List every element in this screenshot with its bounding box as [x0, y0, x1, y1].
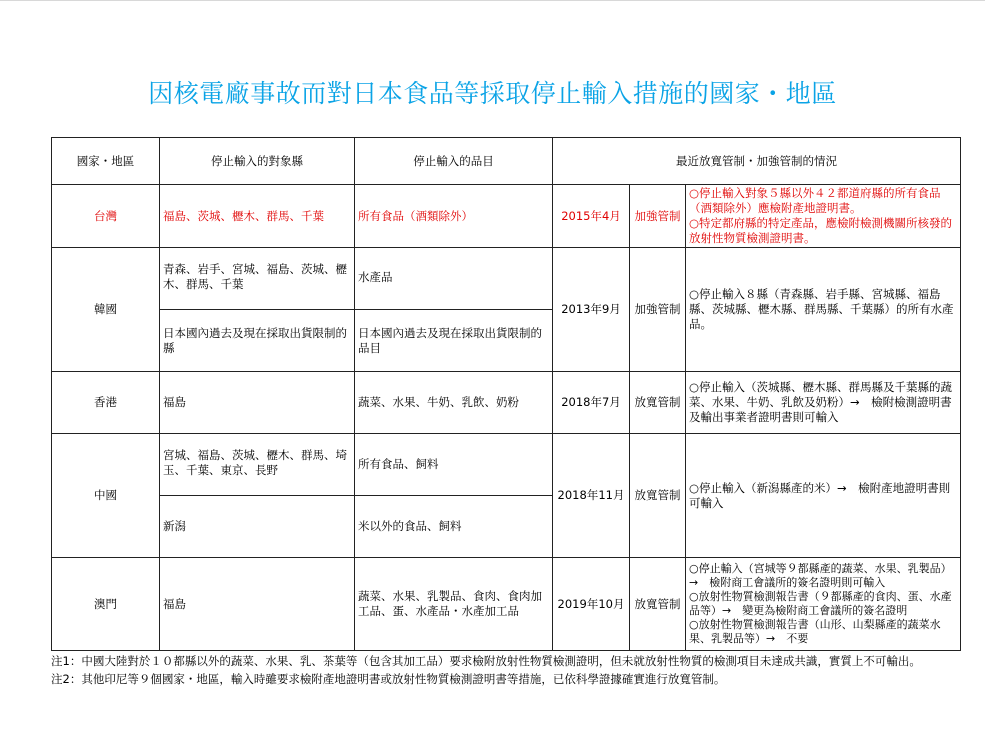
header-country: 國家・地區 [52, 138, 160, 185]
items-china-1: 所有食品、飼料 [355, 434, 553, 496]
prefectures-korea-1: 青森、岩手、宮城、福島、茨城、櫪木、群馬、千葉 [160, 248, 355, 310]
detail-korea: ○停止輸入８縣（青森縣、岩手縣、宮城縣、福島縣、茨城縣、櫪木縣、群馬縣、千葉縣）的所有水產品。 [686, 248, 961, 372]
items-taiwan: 所有食品（酒類除外） [355, 185, 553, 248]
type-china: 放寬管制 [630, 434, 686, 558]
country-korea: 韓國 [52, 248, 160, 372]
table-row-korea [52, 248, 961, 310]
header-recent: 最近放寬管制・加強管制的情況 [553, 138, 961, 185]
prefectures-china-2: 新潟 [160, 496, 355, 558]
prefectures-korea-2: 日本國內過去及現在採取出貨限制的縣 [160, 310, 355, 372]
country-china: 中國 [52, 434, 160, 558]
items-hongkong: 蔬菜、水果、牛奶、乳飲、奶粉 [355, 372, 553, 434]
footnote-1 [51, 654, 966, 669]
footnote-1-text: 中國大陸對於１０都縣以外的蔬菜、水果、乳、茶葉等（包含其加工品）要求檢附放射性物質檢測證明，但未就放射性物質的檢測項目未達成共識，實質上不可輸出。 [81, 654, 921, 668]
items-macau: 蔬菜、水果、乳製品、食肉、食肉加工品、蛋、水產品・水產加工品 [355, 558, 553, 651]
prefectures-hongkong: 福島 [160, 372, 355, 434]
country-taiwan: 台灣 [52, 185, 160, 248]
date-hongkong: 2018年7月 [553, 372, 630, 434]
date-china: 2018年11月 [553, 434, 630, 558]
detail-china: ○停止輸入（新潟縣產的米）→ 檢附產地證明書則可輸入 [686, 434, 961, 558]
type-macau: 放寬管制 [630, 558, 686, 651]
top-divider [0, 0, 985, 1]
footnote-2 [51, 672, 966, 687]
date-taiwan: 2015年4月 [553, 185, 630, 248]
header-prefectures: 停止輸入的對象縣 [160, 138, 355, 185]
type-taiwan: 加強管制 [630, 185, 686, 248]
footnote-2-label: 注2： [51, 672, 82, 686]
table-row-hongkong [52, 372, 961, 434]
items-korea-2: 日本國內過去及現在採取出貨限制的品目 [355, 310, 553, 372]
date-macau: 2019年10月 [553, 558, 630, 651]
footnotes [51, 654, 966, 687]
table-row-macau [52, 558, 961, 651]
detail-taiwan: ○停止輸入對象５縣以外４２都道府縣的所有食品（酒類除外）應檢附產地證明書。 ○特定都府縣的特定產品，應檢附檢測機關所核發的放射性物質檢測證明書。 [686, 185, 961, 248]
footnote-1-label: 注1： [51, 654, 82, 668]
import-ban-table [51, 137, 961, 651]
prefectures-china-1: 宮城、福島、茨城、櫪木、群馬、埼玉、千葉、東京、長野 [160, 434, 355, 496]
date-korea: 2013年9月 [553, 248, 630, 372]
country-hongkong: 香港 [52, 372, 160, 434]
footnote-2-text: 其他印尼等９個國家・地區，輸入時雖要求檢附產地證明書或放射性物質檢測證明書等措施，已依科學證據確實進行放寬管制。 [81, 672, 726, 686]
type-hongkong: 放寬管制 [630, 372, 686, 434]
type-korea: 加強管制 [630, 248, 686, 372]
items-korea-1: 水產品 [355, 248, 553, 310]
table-row-taiwan [52, 185, 961, 248]
prefectures-macau: 福島 [160, 558, 355, 651]
prefectures-taiwan: 福島、茨城、櫪木、群馬、千葉 [160, 185, 355, 248]
table-row-china [52, 434, 961, 496]
items-china-2: 米以外的食品、飼料 [355, 496, 553, 558]
header-items: 停止輸入的品目 [355, 138, 553, 185]
table-header-row [52, 138, 961, 185]
detail-macau: ○停止輸入（宮城等９都縣產的蔬菜、水果、乳製品）→ 檢附商工會議所的簽名證明則可輸入 ○放射性物質檢測報告書（９都縣產的食肉、蛋、水產品等）→ 變更為檢附商工會議所的簽名證明 ○放射性物質檢測報告書（山形、山梨縣產的蔬菜水果、乳製品等）→ 不要 [686, 558, 961, 651]
detail-hongkong: ○停止輸入（茨城縣、櫪木縣、群馬縣及千葉縣的蔬菜、水果、牛奶、乳飲及奶粉）→ 檢附檢測證明書及輸出事業者證明書則可輸入 [686, 372, 961, 434]
country-macau: 澳門 [52, 558, 160, 651]
page-title: 因核電廠事故而對日本食品等採取停止輸入措施的國家・地區 [148, 79, 837, 108]
